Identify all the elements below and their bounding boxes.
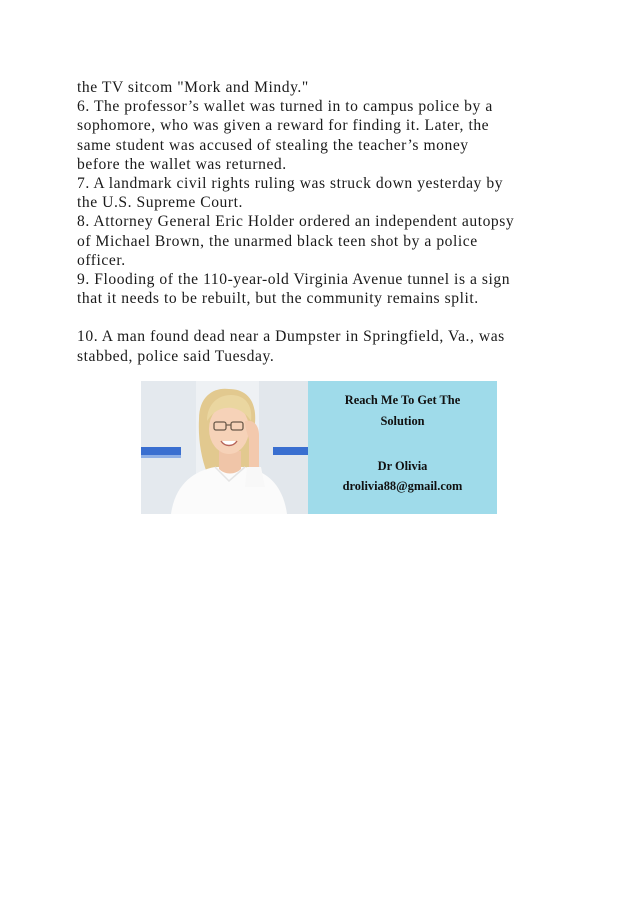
document-body-text xyxy=(77,78,577,366)
text-line: stabbed, police said Tuesday. xyxy=(77,347,275,365)
contact-banner xyxy=(141,381,497,514)
text-line: officer. xyxy=(77,251,126,269)
text-line: the TV sitcom "Mork and Mindy." xyxy=(77,79,309,96)
contact-info-panel xyxy=(308,381,497,514)
text-line: 9. Flooding of the 110-year-old Virginia Avenue tunnel is a sign xyxy=(77,270,511,288)
text-line: 10. A man found dead near a Dumpster in Springfield, Va., was xyxy=(77,328,505,346)
contact-name: Dr Olivia xyxy=(377,459,428,473)
text-line: before the wallet was returned. xyxy=(77,155,287,173)
text-line: sophomore, who was given a reward for finding it. Later, the xyxy=(77,117,490,135)
banner-headline-continued: Solution xyxy=(380,414,425,428)
text-line: the U.S. Supreme Court. xyxy=(77,194,243,212)
text-line: 6. The professor’s wallet was turned in to campus police by a xyxy=(77,98,493,116)
text-line: of Michael Brown, the unarmed black teen shot by a police xyxy=(77,232,478,250)
text-line: 8. Attorney General Eric Holder ordered an independent autopsy xyxy=(77,213,515,231)
banner-headline: Reach Me To Get The xyxy=(344,393,461,407)
text-line: 7. A landmark civil rights ruling was struck down yesterday by xyxy=(77,174,504,192)
text-line: same student was accused of stealing the teacher’s money xyxy=(77,136,469,154)
woman-with-glasses-photo xyxy=(141,381,308,514)
paragraph-gap xyxy=(77,308,577,327)
text-line: that it needs to be rebuilt, but the community remains split. xyxy=(77,290,479,308)
contact-email: drolivia88@gmail.com xyxy=(342,479,463,493)
